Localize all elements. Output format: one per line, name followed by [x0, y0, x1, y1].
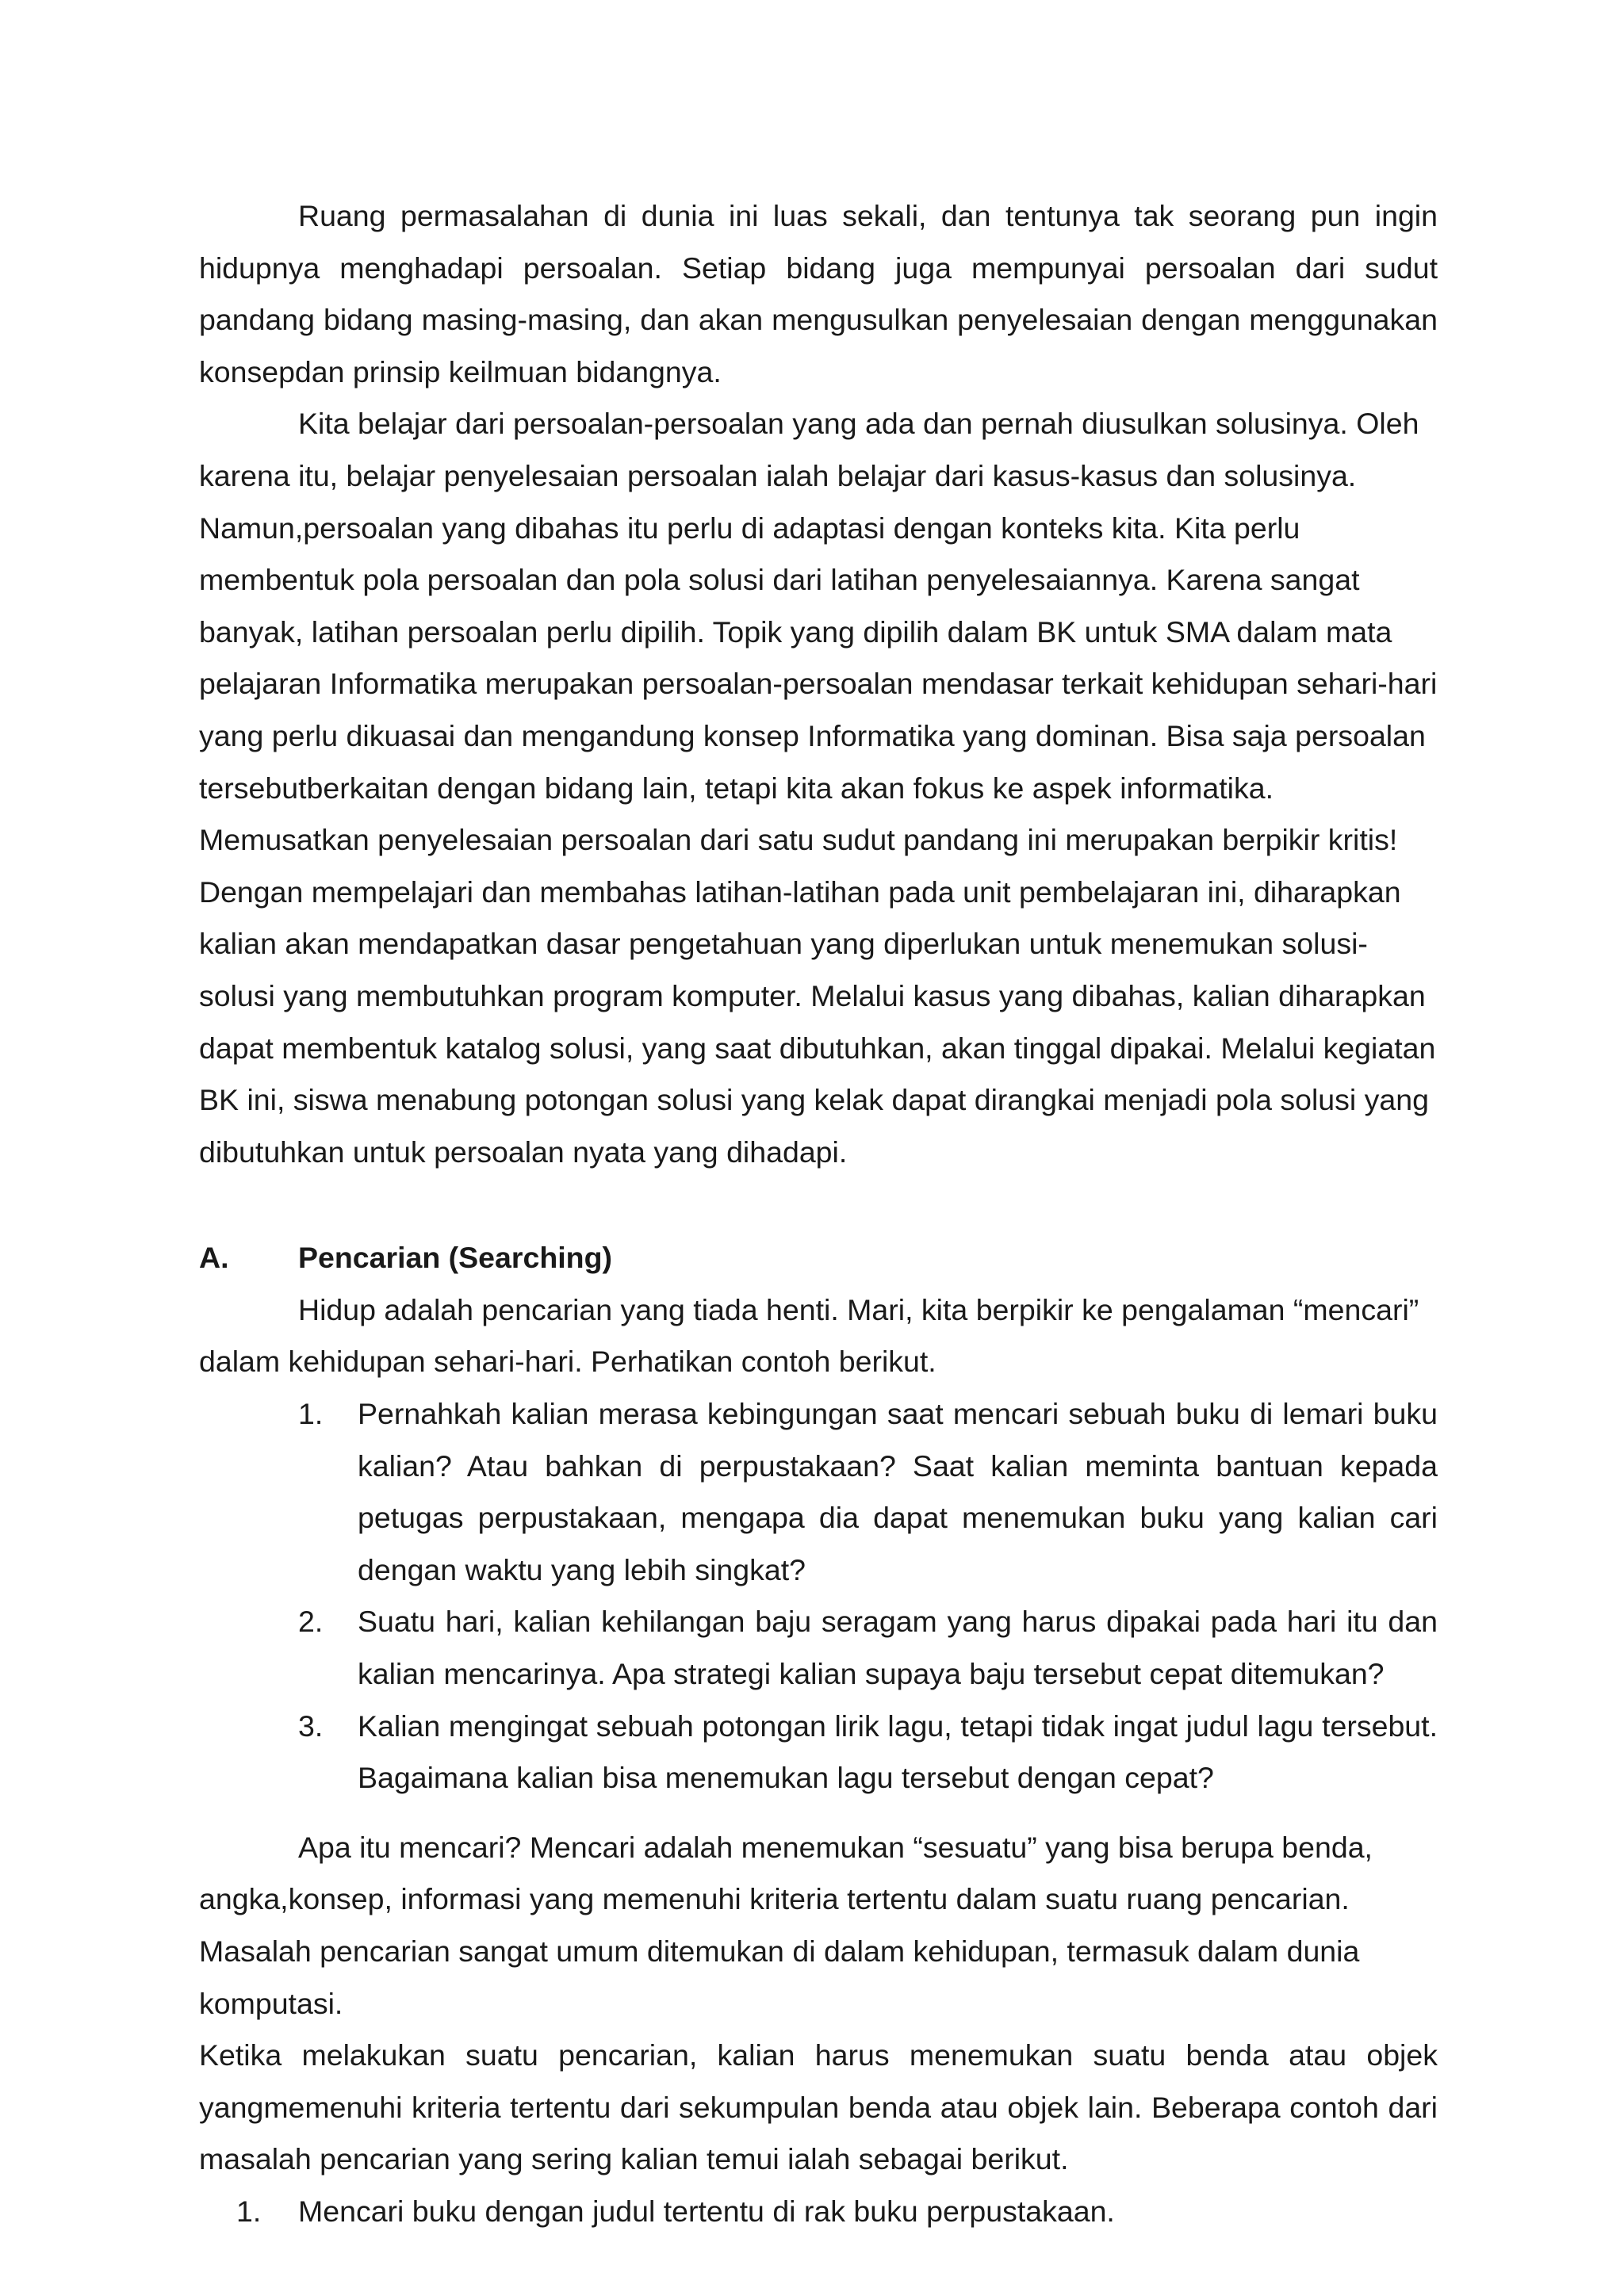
intro-paragraph-2: Kita belajar dari persoalan-persoalan yang ada dan pernah diusulkan solusinya. Oleh karena itu, belajar penyelesaian persoalan ialah belajar dari kasus-kasus dan solusinya. Namun,persoalan yang dibahas itu perlu di adaptasi dengan konteks kita. Kita perlu membentuk pola persoalan dan pola solusi dari latihan penyelesaiannya. Karena sangat banyak, latihan persoalan perlu dipilih. Topik yang dipilih dalam BK untuk SMA dalam mata pelajaran Informatika merupakan persoalan-persoalan mendasar terkait kehidupan sehari-hari yang perlu dikuasai dan mengandung konsep Informatika yang dominan. Bisa saja persoalan tersebutberkaitan dengan bidang lain, tetapi kita akan fokus ke aspek informatika. Memusatkan penyelesaian persoalan dari satu sudut pandang ini merupakan berpikir kritis! Dengan mempelajari dan membahas latihan-latihan pada unit pembelajaran ini, diharapkan kalian akan mendapatkan dasar pengetahuan yang diperlukan untuk menemukan solusi-solusi yang membutuhkan program komputer. Melalui kasus yang dibahas, kalian diharapkan dapat membentuk katalog solusi, yang saat dibutuhkan, akan tinggal dipakai. Melalui kegiatan BK ini, siswa menabung potongan solusi yang kelak dapat dirangkai menjadi pola solusi yang dibutuhkan untuk persoalan nyata yang dihadapi. [199, 407, 1438, 1169]
list-item-number: 3. [298, 1709, 324, 1743]
list-item-text: Suatu hari, kalian kehilangan baju seragam yang harus dipakai pada hari itu dan kalian mencarinya. Apa strategi kalian supaya baju tersebut cepat ditemukan? [358, 1605, 1438, 1691]
list-item [199, 1388, 1438, 1596]
list-item-number: 2. [298, 1605, 324, 1639]
list-item-text: Mencari buku dengan judul tertentu di rak buku perpustakaan. [298, 2194, 1115, 2228]
document-page [199, 190, 1438, 2238]
definition-paragraph: Apa itu mencari? Mencari adalah menemukan “sesuatu” yang bisa berupa benda, angka,konsep, informasi yang memenuhi kriteria tertentu dalam suatu ruang pencarian. Masalah pencarian sangat umum ditemukan di dalam kehidupan, termasuk dalam dunia komputasi. [199, 1830, 1373, 2020]
list-item-text: Pernahkah kalian merasa kebingungan saat mencari sebuah buku di lemari buku kalian? Atau bahkan di perpustakaan? Saat kalian meminta bantuan kepada petugas perpustakaan, mengapa dia dapat menemukan buku yang kalian cari dengan waktu yang lebih singkat? [358, 1397, 1438, 1586]
list-item-number: 1. [236, 2194, 262, 2228]
list-item-number: 1. [298, 1397, 324, 1431]
list-item [199, 1596, 1438, 1700]
section-number: A. [199, 1241, 229, 1275]
problems-list [199, 2186, 1438, 2238]
explanation-paragraph: Ketika melakukan suatu pencarian, kalian harus menemukan suatu benda atau objek yangmemenuhi kriteria tertentu dari sekumpulan benda atau objek lain. Beberapa contoh dari masalah pencarian yang sering kalian temui ialah sebagai berikut. [199, 2038, 1438, 2176]
section-intro-paragraph: Hidup adalah pencarian yang tiada henti. Mari, kita berpikir ke pengalaman “mencari” dalam kehidupan sehari-hari. Perhatikan contoh berikut. [199, 1292, 1419, 1379]
section-heading [199, 1232, 1438, 1284]
intro-paragraph-1: Ruang permasalahan di dunia ini luas sekali, dan tentunya tak seorang pun ingin hidupnya menghadapi persoalan. Setiap bidang juga mempunyai persoalan dari sudut pandang bidang masing-masing, dan akan mengusulkan penyelesaian dengan menggunakan konsepdan prinsip keilmuan bidangnya. [199, 199, 1438, 388]
list-item [199, 2186, 1438, 2238]
list-item [199, 1701, 1438, 1804]
list-item-text: Kalian mengingat sebuah potongan lirik lagu, tetapi tidak ingat judul lagu tersebut. Bagaimana kalian bisa menemukan lagu tersebut dengan cepat? [358, 1709, 1438, 1795]
examples-list [199, 1388, 1438, 1804]
section-title: Pencarian (Searching) [298, 1241, 612, 1275]
